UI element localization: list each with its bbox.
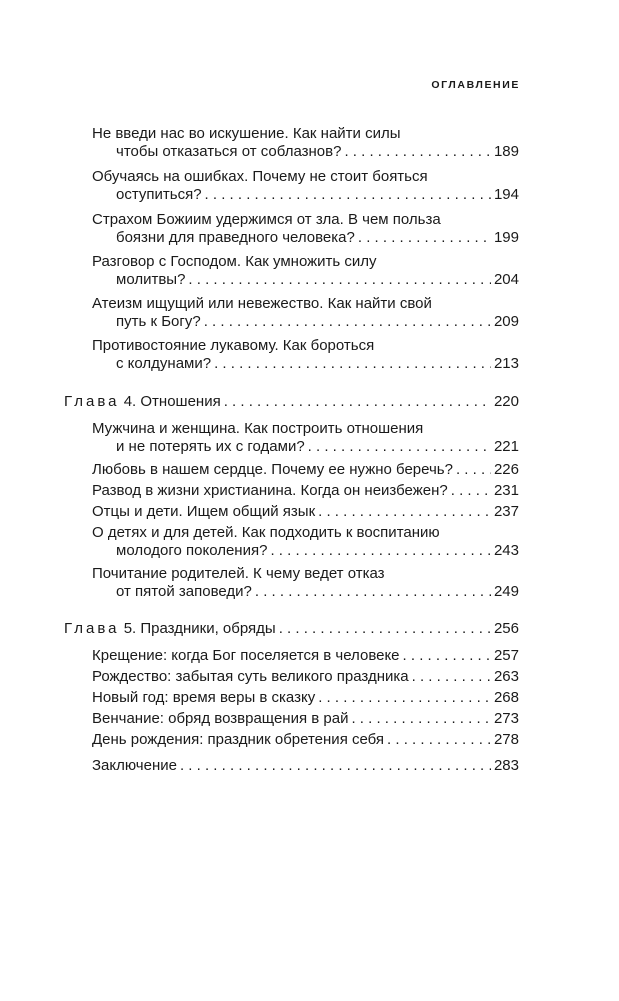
toc-entry-line1: Отцы и дети. Ищем общий язык: [92, 503, 316, 520]
page-number: 249: [493, 583, 519, 600]
toc-entry-line1: Страхом Божиим удержимся от зла. В чем польза: [92, 211, 441, 228]
toc-entry[interactable]: [92, 125, 519, 161]
leader-dots: [412, 668, 491, 686]
conclusion-title: Заключение: [92, 757, 177, 774]
chapter-heading[interactable]: [64, 620, 519, 638]
toc-entry[interactable]: [92, 482, 519, 500]
toc-entry-line2: боязни для праведного человека?: [116, 229, 355, 246]
leader-dots: [270, 542, 491, 560]
leader-dots: [344, 143, 491, 161]
toc-entry[interactable]: [92, 565, 519, 601]
toc-entry-line1: Противостояние лукавому. Как бороться: [92, 337, 375, 354]
leader-dots: [204, 313, 491, 331]
toc-entry-line1: Рождество: забытая суть великого праздника: [92, 668, 409, 685]
chapter-label: Глава: [64, 393, 120, 410]
toc-entry-line1: Развод в жизни христианина. Когда он неизбежен?: [92, 482, 448, 499]
leader-dots: [308, 438, 491, 456]
toc-entry-line1: Крещение: когда Бог поселяется в человеке: [92, 647, 400, 664]
toc-entry-line1: Разговор с Господом. Как умножить силу: [92, 253, 377, 270]
toc-entry[interactable]: [92, 503, 519, 521]
page-number: 283: [493, 757, 519, 774]
leader-dots: [205, 186, 491, 204]
leader-dots: [224, 393, 491, 411]
toc-entry[interactable]: [92, 647, 519, 665]
page-number: 194: [493, 186, 519, 203]
toc-entry-line2: от пятой заповеди?: [116, 583, 252, 600]
toc-entry-conclusion[interactable]: [92, 757, 519, 775]
toc-entry-line2: молодого поколения?: [116, 542, 268, 559]
page-number: 189: [493, 143, 519, 160]
toc-entry[interactable]: [92, 524, 519, 560]
page-number: 221: [493, 438, 519, 455]
leader-dots: [403, 647, 491, 665]
chapter-title: 4. Отношения: [123, 393, 221, 410]
toc-entry-line1: Любовь в нашем сердце. Почему ее нужно беречь?: [92, 461, 453, 478]
toc-entry[interactable]: [92, 731, 519, 749]
leader-dots: [387, 731, 491, 749]
page-number: 257: [493, 647, 519, 664]
page-number: 220: [493, 393, 519, 410]
toc-entry-line1: Новый год: время веры в сказку: [92, 689, 316, 706]
toc-entry[interactable]: [92, 168, 519, 204]
leader-dots: [451, 482, 491, 500]
toc-entry-line2: чтобы отказаться от соблазнов?: [116, 143, 342, 160]
toc-entry[interactable]: [92, 461, 519, 479]
toc-entry-line1: Венчание: обряд возвращения в рай: [92, 710, 349, 727]
leader-dots: [188, 271, 491, 289]
page-number: 273: [493, 710, 519, 727]
toc-entry[interactable]: [92, 253, 519, 289]
toc-entry[interactable]: [92, 668, 519, 686]
toc-entry-line1: Мужчина и женщина. Как построить отношения: [92, 420, 424, 437]
chapter-title: 5. Праздники, обряды: [123, 620, 276, 637]
toc-entry-line1: Обучаясь на ошибках. Почему не стоит бояться: [92, 168, 428, 185]
toc-entry[interactable]: [92, 295, 519, 331]
running-head: ОГЛАВЛЕНИЕ: [431, 79, 520, 91]
toc-entry-line2: путь к Богу?: [116, 313, 201, 330]
leader-dots: [318, 689, 491, 707]
page-number: 199: [493, 229, 519, 246]
leader-dots: [279, 620, 491, 638]
page-number: 237: [493, 503, 519, 520]
page-number: 263: [493, 668, 519, 685]
toc-entry[interactable]: [92, 710, 519, 728]
chapter-heading[interactable]: [64, 393, 519, 411]
page-number: 231: [493, 482, 519, 499]
page-number: 213: [493, 355, 519, 372]
toc-entry-line2: и не потерять их с годами?: [116, 438, 305, 455]
toc-entry[interactable]: [92, 420, 519, 456]
toc-entry-line1: Атеизм ищущий или невежество. Как найти свой: [92, 295, 432, 312]
leader-dots: [214, 355, 491, 373]
page-number: 243: [493, 542, 519, 559]
leader-dots: [351, 710, 491, 728]
page-number: 204: [493, 271, 519, 288]
toc-entry-line1: Не введи нас во искушение. Как найти силы: [92, 125, 401, 142]
toc-entry-line2: оступиться?: [116, 186, 202, 203]
toc-entry-line1: Почитание родителей. К чему ведет отказ: [92, 565, 385, 582]
leader-dots: [456, 461, 491, 479]
toc-entry-line1: День рождения: праздник обретения себя: [92, 731, 385, 748]
toc-entry-line2: с колдунами?: [116, 355, 212, 372]
page-number: 256: [493, 620, 519, 637]
leader-dots: [255, 583, 491, 601]
page-number: 268: [493, 689, 519, 706]
page-number: 226: [493, 461, 519, 478]
leader-dots: [318, 503, 491, 521]
leader-dots: [358, 229, 491, 247]
toc-entry[interactable]: [92, 211, 519, 247]
leader-dots: [180, 757, 491, 775]
toc-entry[interactable]: [92, 689, 519, 707]
toc-entry[interactable]: [92, 337, 519, 373]
chapter-label: Глава: [64, 620, 120, 637]
page-number: 209: [493, 313, 519, 330]
toc-entry-line2: молитвы?: [116, 271, 186, 288]
page-number: 278: [493, 731, 519, 748]
toc-entry-line1: О детях и для детей. Как подходить к воспитанию: [92, 524, 440, 541]
